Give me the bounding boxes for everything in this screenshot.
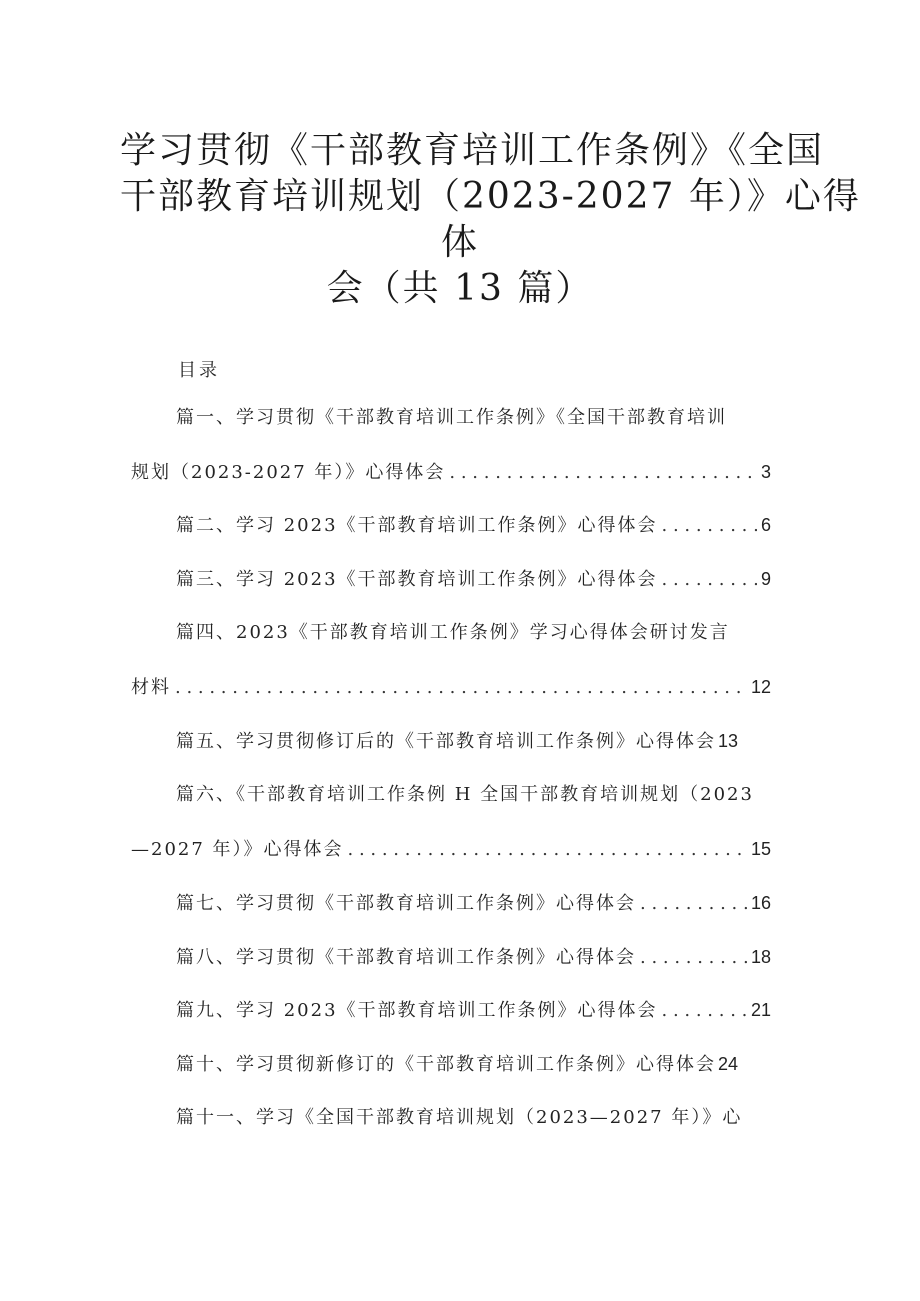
toc-entry-text: 篇三、学习 2023《干部教育培训工作条例》心得体会 xyxy=(176,569,658,590)
toc-leader-dots xyxy=(662,999,747,1023)
toc-entry-2[interactable] xyxy=(176,513,771,537)
toc-leader-dots xyxy=(348,838,747,862)
toc-entry-1[interactable] xyxy=(131,460,771,484)
toc-entry-text: 篇七、学习贯彻《干部教育培训工作条例》心得体会 xyxy=(176,893,636,914)
document-title xyxy=(120,128,861,312)
toc-leader-dots xyxy=(662,568,757,592)
toc-entry-text: 篇八、学习贯彻《干部教育培训工作条例》心得体会 xyxy=(176,947,636,968)
toc-leader-dots xyxy=(175,676,747,700)
toc-entry-5[interactable] xyxy=(176,729,771,753)
toc-entry-text: 规划（2023-2027 年）》心得体会 xyxy=(131,462,446,483)
toc-leader-dots xyxy=(662,514,757,538)
toc-entry-4[interactable] xyxy=(131,675,771,699)
toc-page-number: 18 xyxy=(750,947,771,967)
toc-page-number: 6 xyxy=(760,515,771,535)
title-line: 干部教育培训规划（2023-2027 年）》心得 xyxy=(120,176,861,217)
toc-entry-3[interactable] xyxy=(176,567,771,591)
toc-entry-text: 篇二、学习 2023《干部教育培训工作条例》心得体会 xyxy=(176,515,658,536)
toc-entry-10[interactable] xyxy=(176,1052,771,1076)
title-line: 学习贯彻《干部教育培训工作条例》《全国 xyxy=(120,130,825,171)
toc-entry-6[interactable] xyxy=(131,837,771,861)
toc-page-number: 13 xyxy=(718,731,739,751)
toc-leader-dots xyxy=(640,892,747,916)
toc-entry-11-lead[interactable]: 篇十一、学习《全国干部教育培训规划（2023—2027 年）》心 xyxy=(176,1107,743,1128)
toc-page-number: 24 xyxy=(718,1054,739,1074)
toc-entry-text: 篇十、学习贯彻新修订的《干部教育培训工作条例》心得体会 xyxy=(176,1054,716,1075)
toc-entry-1-lead[interactable]: 篇一、学习贯彻《干部教育培训工作条例》《全国干部教育培训 xyxy=(176,407,727,428)
title-line: 体 xyxy=(440,222,479,263)
toc-page-number: 9 xyxy=(760,569,771,589)
toc-entry-text: —2027 年）》心得体会 xyxy=(131,839,344,860)
toc-page-number: 21 xyxy=(750,1000,771,1020)
toc-entry-text: 篇九、学习 2023《干部教育培训工作条例》心得体会 xyxy=(176,1000,658,1021)
toc-page-number: 3 xyxy=(760,462,771,482)
toc-entry-text: 材料 xyxy=(131,677,171,698)
toc-entry-9[interactable] xyxy=(176,998,771,1022)
toc-entry-7[interactable] xyxy=(176,891,771,915)
title-line: 会（共 13 篇） xyxy=(326,268,594,309)
toc-entry-6-lead[interactable]: 篇六、《干部教育培训工作条例 H 全国干部教育培训规划（2023 xyxy=(176,784,754,805)
toc-entry-8[interactable] xyxy=(176,945,771,969)
toc-page-number: 16 xyxy=(750,893,771,913)
toc-entry-text: 篇五、学习贯彻修订后的《干部教育培训工作条例》心得体会 xyxy=(176,731,716,752)
toc-leader-dots xyxy=(449,461,757,485)
toc-entry-4-lead[interactable]: 篇四、2023《干部教育培训工作条例》学习心得体会研讨发言 xyxy=(176,622,730,643)
toc-page-number: 12 xyxy=(750,677,771,697)
toc-heading: 目录 xyxy=(178,360,220,381)
toc-page-number: 15 xyxy=(750,839,771,859)
toc-leader-dots xyxy=(640,946,747,970)
